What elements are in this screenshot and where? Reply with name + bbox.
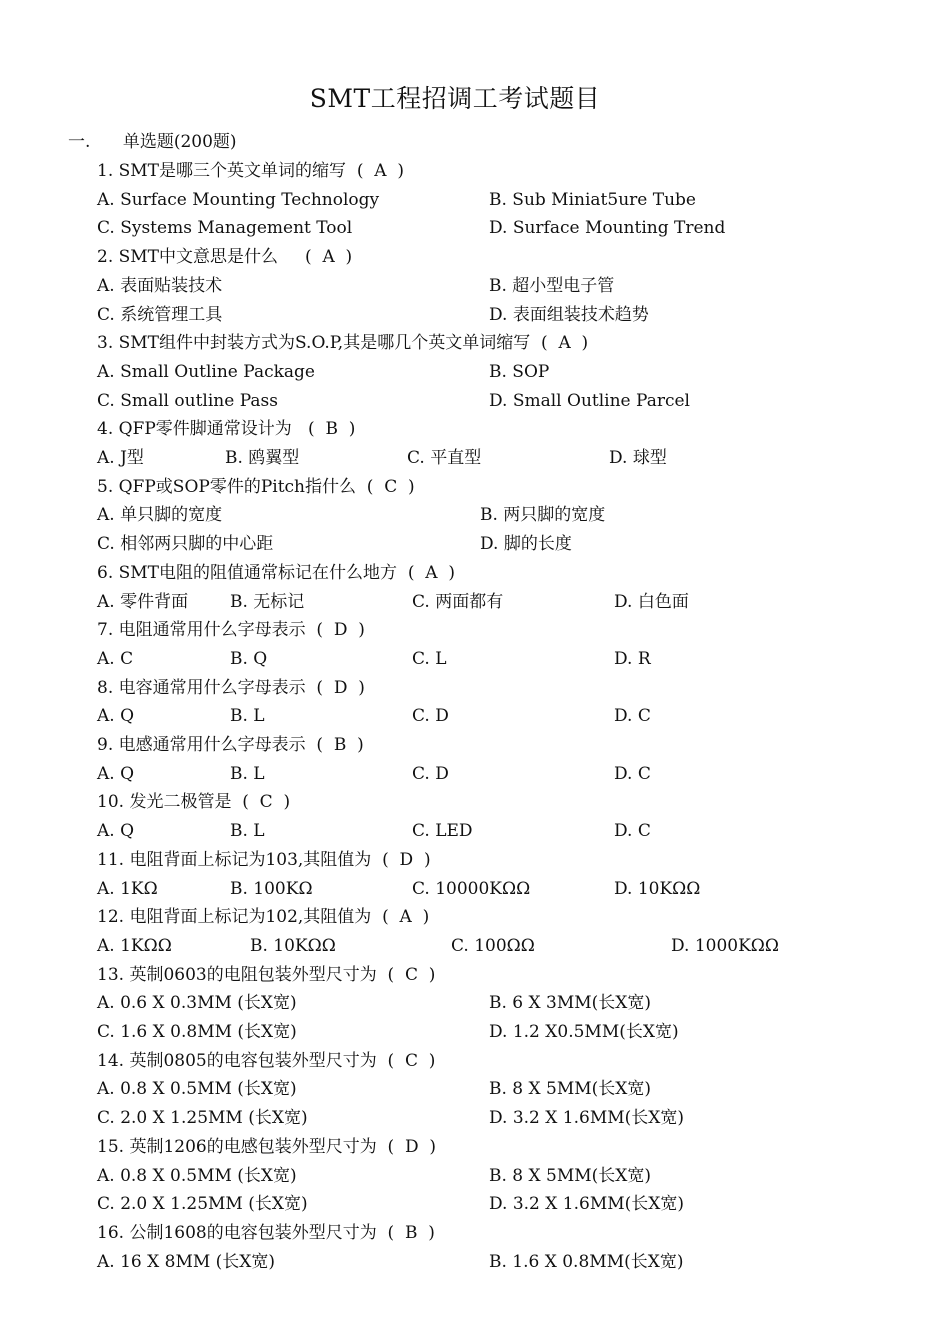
- answer-option: C. LED: [412, 821, 473, 842]
- answer-option: A. 单只脚的宽度: [97, 505, 223, 526]
- question-text: 6. SMT电阻的阻值通常标记在什么地方 ( A ): [97, 562, 455, 583]
- answer-option: C. L: [412, 648, 447, 669]
- answer-option: B. 10KΩΩ: [250, 935, 336, 956]
- answer-option: C. Systems Management Tool: [97, 218, 353, 239]
- answer-option: B. L: [230, 706, 265, 727]
- answer-option: D. 脚的长度: [480, 534, 572, 555]
- answer-option: D. 球型: [609, 448, 667, 468]
- question-text: 8. 电容通常用什么字母表示 ( D ): [97, 677, 365, 698]
- answer-option: C. 相邻两只脚的中心距: [97, 534, 274, 555]
- answer-option: D. 1.2 X0.5MM(长X宽): [489, 1022, 679, 1042]
- answer-option: A. J型: [97, 448, 144, 468]
- answer-option: C. 2.0 X 1.25MM (长X宽): [97, 1108, 308, 1129]
- answer-option: C. 2.0 X 1.25MM (长X宽): [97, 1194, 308, 1215]
- answer-option: D. Surface Mounting Trend: [489, 218, 726, 239]
- answer-option: A. 零件背面: [97, 591, 189, 612]
- answer-option: C. 系统管理工具: [97, 304, 223, 325]
- answer-option: C. Small outline Pass: [97, 390, 278, 411]
- answer-option: B. 8 X 5MM(长X宽): [489, 1165, 652, 1186]
- question-text: 16. 公制1608的电容包装外型尺寸为 ( B ): [97, 1222, 435, 1243]
- answer-option: B. 两只脚的宽度: [480, 505, 606, 526]
- answer-option: B. 1.6 X 0.8MM(长X宽): [489, 1251, 684, 1272]
- answer-option: A. 1KΩ: [97, 878, 158, 899]
- answer-option: C. D: [412, 763, 449, 784]
- question-text: 13. 英制0603的电阻包装外型尺寸为 ( C ): [97, 964, 436, 985]
- answer-option: D. 1000KΩΩ: [671, 935, 779, 956]
- answer-option: A. 0.6 X 0.3MM (长X宽): [97, 993, 297, 1014]
- answer-option: D. 表面组装技术趋势: [489, 304, 649, 325]
- answer-option: B. Q: [230, 648, 268, 669]
- answer-option: A. 0.8 X 0.5MM (长X宽): [97, 1079, 297, 1100]
- answer-option: A. Q: [97, 706, 135, 727]
- question-text: 12. 电阻背面上标记为102,其阻值为 ( A ): [97, 907, 430, 928]
- question-text: 11. 电阻背面上标记为103,其阻值为 ( D ): [97, 849, 431, 870]
- answer-option: C. 两面都有: [412, 591, 504, 612]
- answer-option: C. D: [412, 706, 449, 727]
- question-text: 4. QFP零件脚通常设计为 ( B ): [97, 419, 356, 440]
- answer-option: B. 超小型电子管: [489, 275, 615, 296]
- answer-option: D. C: [614, 706, 651, 727]
- answer-option: B. 无标记: [230, 591, 305, 612]
- answer-option: B. 鸥翼型: [225, 448, 300, 468]
- section-heading: 一. 单选题(200题): [68, 132, 237, 152]
- answer-option: A. Small Outline Package: [97, 361, 315, 382]
- answer-option: D. R: [614, 648, 651, 669]
- answer-option: B. 8 X 5MM(长X宽): [489, 1079, 652, 1100]
- question-text: 15. 英制1206的电感包装外型尺寸为 ( D ): [97, 1136, 437, 1157]
- answer-option: D. Small Outline Parcel: [489, 390, 690, 411]
- answer-option: B. 6 X 3MM(长X宽): [489, 993, 652, 1014]
- answer-option: A. Q: [97, 763, 135, 784]
- question-text: 9. 电感通常用什么字母表示 ( B ): [97, 735, 364, 755]
- answer-option: B. L: [230, 821, 265, 842]
- answer-option: D. 3.2 X 1.6MM(长X宽): [489, 1108, 684, 1129]
- question-text: 3. SMT组件中封装方式为S.O.P,其是哪几个英文单词缩写 ( A ): [97, 333, 589, 354]
- answer-option: A. 1KΩΩ: [97, 935, 172, 956]
- question-text: 1. SMT是哪三个英文单词的缩写 ( A ): [97, 161, 404, 181]
- answer-option: B. Sub Miniat5ure Tube: [489, 189, 696, 210]
- page-title: SMT工程招调工考试题目: [309, 84, 601, 113]
- answer-option: C. 10000KΩΩ: [412, 878, 531, 899]
- question-text: 14. 英制0805的电容包装外型尺寸为 ( C ): [97, 1050, 436, 1071]
- answer-option: B. L: [230, 763, 265, 784]
- answer-option: D. 3.2 X 1.6MM(长X宽): [489, 1194, 684, 1215]
- answer-option: D. C: [614, 821, 651, 842]
- answer-option: A. 表面贴装技术: [97, 275, 223, 296]
- answer-option: D. 白色面: [614, 591, 689, 612]
- answer-option: C. 100ΩΩ: [451, 935, 535, 956]
- question-text: 10. 发光二极管是 ( C ): [97, 792, 291, 813]
- answer-option: D. 10KΩΩ: [614, 878, 701, 899]
- answer-option: C. 1.6 X 0.8MM (长X宽): [97, 1022, 297, 1042]
- answer-option: A. 0.8 X 0.5MM (长X宽): [97, 1165, 297, 1186]
- answer-option: D. C: [614, 763, 651, 784]
- answer-option: B. 100KΩ: [230, 878, 313, 899]
- answer-option: A. 16 X 8MM (长X宽): [97, 1251, 276, 1272]
- answer-option: B. SOP: [489, 361, 550, 382]
- question-text: 5. QFP或SOP零件的Pitch指什么 ( C ): [97, 476, 415, 497]
- answer-option: A. Q: [97, 821, 135, 842]
- answer-option: A. Surface Mounting Technology: [97, 189, 380, 210]
- question-text: 2. SMT中文意思是什么 ( A ): [97, 247, 353, 268]
- question-text: 7. 电阻通常用什么字母表示 ( D ): [97, 620, 365, 641]
- answer-option: A. C: [97, 648, 134, 669]
- answer-option: C. 平直型: [407, 448, 482, 468]
